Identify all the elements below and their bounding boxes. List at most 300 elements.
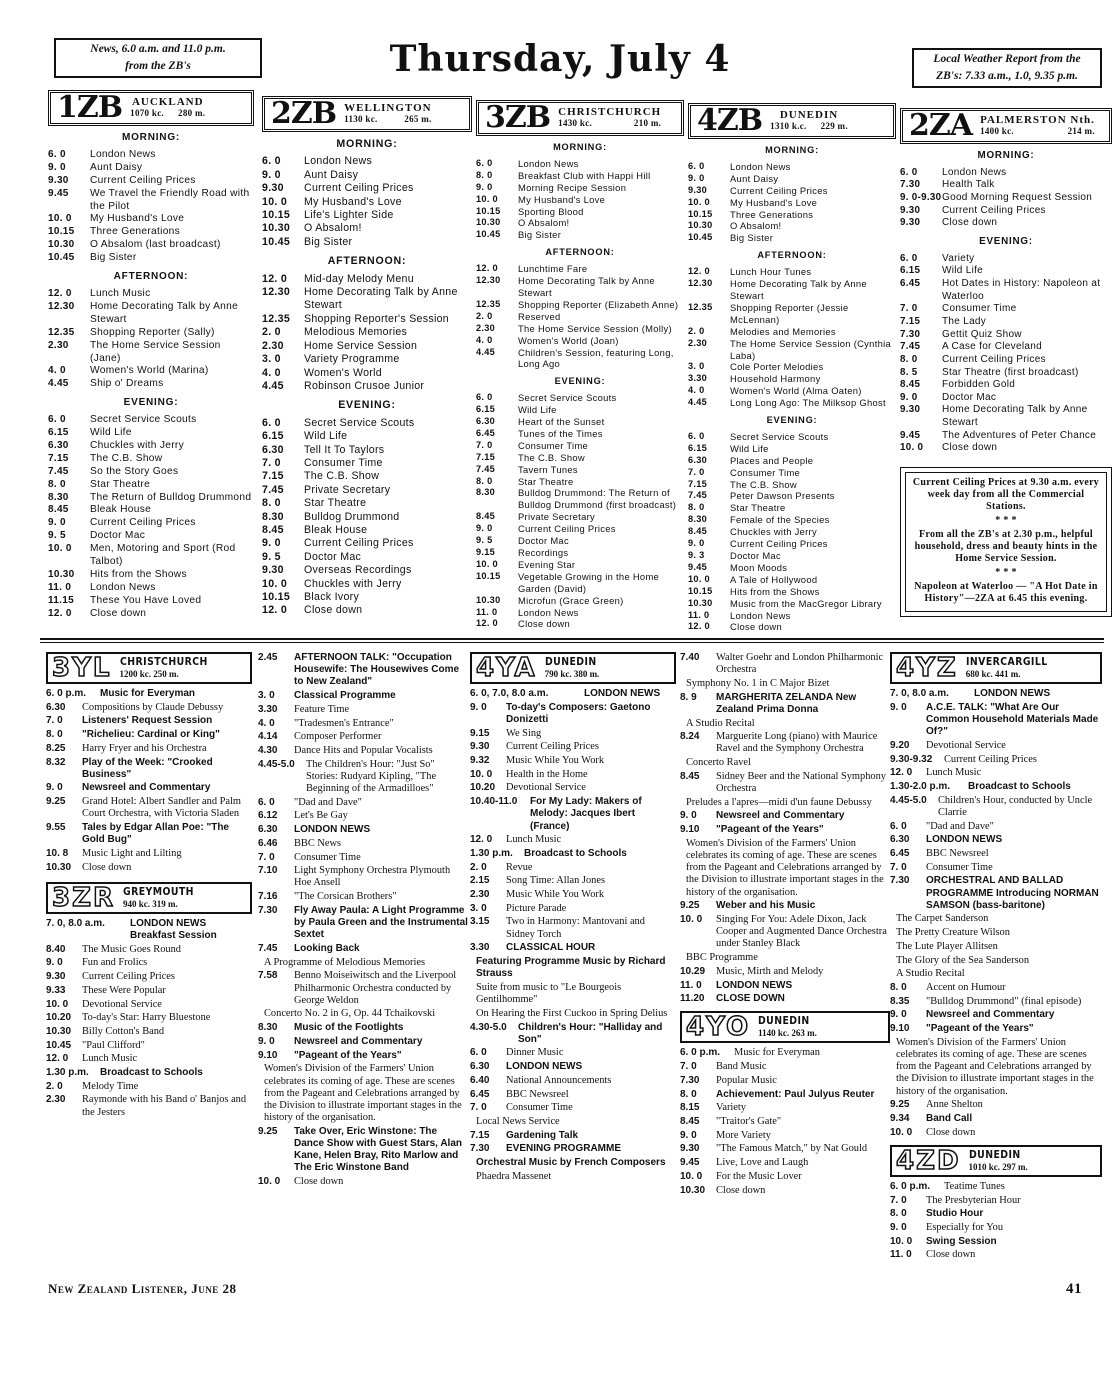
programme-time: 12. 0 <box>688 621 710 632</box>
programme-title: On Hearing the First Cuckoo in Spring Delius <box>476 1007 668 1019</box>
programme-row <box>900 278 1112 303</box>
station-callsign: 1ZB <box>57 90 123 125</box>
programme-title: The Lady <box>942 315 987 327</box>
bottom-column-3 <box>470 652 676 1185</box>
programme-time: 9.45 <box>48 187 69 199</box>
programme-time: 8. 9 <box>680 691 697 703</box>
programme-title: Light Symphony Orchestra Plymouth Hoe Ansell <box>294 865 451 889</box>
programme-row <box>470 1171 676 1183</box>
programme-time: 6. 0 <box>262 155 281 168</box>
programme-time: 7. 0 <box>680 1061 697 1073</box>
station-header <box>688 103 896 139</box>
programme-title: Close down <box>304 604 363 617</box>
programme-title: Health Talk <box>942 179 995 191</box>
programme-time: 9.10 <box>890 1023 910 1035</box>
programme-time: 2.15 <box>470 875 490 887</box>
programme-row <box>262 604 472 617</box>
programme-row <box>688 209 896 221</box>
programme-time: 7.15 <box>262 470 284 483</box>
footer-page-number: 41 <box>1066 1281 1082 1297</box>
programme-row <box>470 728 676 740</box>
station-city: GREYMOUTH <box>122 884 194 898</box>
programme-title: LONDON NEWS <box>294 824 371 836</box>
programme-time: 12.30 <box>476 275 501 286</box>
programme-title: Children's Hour, conducted by Uncle Clarrie <box>938 794 1093 818</box>
programme-time: 6.45 <box>470 1088 490 1100</box>
programme-row <box>46 715 252 727</box>
programme-row <box>470 1047 676 1059</box>
station-frequency <box>980 126 1095 137</box>
programme-time: 7. 0 <box>476 439 493 450</box>
news-note-line2: from the ZB's <box>125 60 191 72</box>
programme-time: 9. 0 <box>680 1129 697 1141</box>
programme-title: Bleak House <box>90 504 152 516</box>
programme-row <box>46 688 252 700</box>
programme-time: 6. 0 <box>476 392 493 403</box>
programme-title: Current Ceiling Prices <box>730 538 828 550</box>
programme-title: Home Service Session <box>304 339 418 352</box>
programme-time: 9. 0 <box>476 523 493 534</box>
programme-title: Shopping Reporter (Jessie McLennan) <box>730 301 849 325</box>
station-kc: 1130 kc. <box>344 114 378 124</box>
programme-row <box>258 1022 468 1034</box>
programme-title: Aunt Daisy <box>304 168 359 181</box>
programme-row <box>900 379 1112 392</box>
programme-row <box>476 535 684 547</box>
programme-title: LONDON NEWS <box>974 688 1051 699</box>
programme-time: 4.45 <box>262 379 284 392</box>
programme-title: Big Sister <box>90 252 137 264</box>
section-divider-2 <box>40 642 1104 643</box>
programme-row <box>890 1208 1102 1220</box>
programme-row <box>262 367 472 380</box>
programme-title: Robinson Crusoe Junior <box>304 379 425 392</box>
programme-row <box>46 1053 252 1065</box>
programme-row <box>890 1113 1102 1125</box>
programme-title: AFTERNOON TALK: "Occupation Housewife: The Housewives Come to New Zealand" <box>294 652 460 688</box>
programme-time: 9. 0 <box>890 701 907 713</box>
programme-row <box>46 862 252 874</box>
programme-row <box>900 430 1112 443</box>
programme-row <box>258 759 468 796</box>
programme-time: 6. 0 <box>890 820 907 832</box>
programme-time: 7.45 <box>900 341 921 353</box>
programme-title: Chuckles with Jerry <box>304 577 402 590</box>
programme-title: Shopping Reporter (Elizabeth Anne) <box>518 298 679 310</box>
programme-row <box>476 487 684 511</box>
programme-time: 4.45 <box>476 346 496 357</box>
programme-row <box>46 971 252 983</box>
programme-row <box>48 340 254 366</box>
programme-time: 10.30 <box>48 239 75 251</box>
programme-time: 3.30 <box>258 703 278 715</box>
programme-time: 10.30 <box>262 222 291 235</box>
station-kc: 1430 kc. <box>558 118 593 128</box>
programme-title: Local News Service <box>476 1116 560 1127</box>
programme-time: 9.55 <box>46 822 66 834</box>
programme-row <box>890 688 1102 700</box>
programme-row <box>258 745 468 757</box>
programme-row <box>900 329 1112 342</box>
programme-time: 8.30 <box>476 487 496 498</box>
programme-title: Hits from the Shows <box>90 569 187 580</box>
programme-row <box>48 365 254 378</box>
programme-time: 10.45 <box>688 232 713 243</box>
programme-row <box>258 852 468 864</box>
programme-time: 4.30 <box>258 744 278 756</box>
programme-title: Evening Star <box>518 558 576 570</box>
programme-time: 9. 0 <box>890 1222 907 1234</box>
programme-title: London News <box>90 581 156 593</box>
station-info <box>120 656 223 680</box>
programme-time: 6.15 <box>48 427 69 439</box>
station-header <box>476 100 684 136</box>
programme-time: 3. 0 <box>470 902 487 914</box>
programme-title: Live, Love and Laugh <box>716 1157 809 1169</box>
station-info <box>545 656 606 680</box>
programme-row <box>900 392 1112 405</box>
programme-title: Bleak House <box>304 523 368 536</box>
programme-title: Feature Time <box>294 703 350 715</box>
programme-title: London News <box>730 160 791 172</box>
programme-row <box>48 378 254 391</box>
programme-row <box>688 538 896 550</box>
programme-title: Close down <box>942 442 998 454</box>
programme-time: 10.29 <box>680 965 706 977</box>
programme-time: 7.45 <box>262 483 284 496</box>
programme-row <box>46 729 252 741</box>
programme-title: Chuckles with Jerry <box>730 526 817 538</box>
programme-row <box>262 380 472 393</box>
programme-time: 6. 0 <box>900 252 918 264</box>
morning-heading: MORNING: <box>765 145 819 155</box>
programme-title: A Tale of Hollywood <box>730 573 818 585</box>
afternoon-heading: AFTERNOON: <box>757 250 827 261</box>
programme-row <box>890 834 1102 846</box>
programme-row <box>262 537 472 550</box>
programme-row <box>476 275 684 299</box>
programme-title: Play of the Week: "Crooked Business" <box>82 756 213 780</box>
programme-title: Hot Dates in History: Napoleon at Waterloo <box>942 277 1101 302</box>
programme-title: CLASSICAL HOUR <box>506 942 596 954</box>
programme-title: Consumer Time <box>294 851 361 863</box>
programme-row <box>262 497 472 510</box>
programme-row <box>470 862 676 874</box>
programme-row <box>476 464 684 476</box>
programme-row <box>46 944 252 956</box>
programme-row <box>476 547 684 559</box>
programme-row <box>900 303 1112 316</box>
programme-row <box>680 993 890 1005</box>
programme-time: 9. 0 <box>258 1035 275 1047</box>
programme-time: 8.45 <box>476 511 496 522</box>
programme-time: 6.30 <box>258 824 278 836</box>
programme-title: Wild Life <box>90 427 132 439</box>
programme-row <box>890 927 1102 939</box>
programme-time: 10. 0 <box>688 196 710 207</box>
programme-time: 11. 0 <box>48 581 72 593</box>
programme-row <box>470 916 676 940</box>
programme-time: 7. 0 <box>890 861 907 873</box>
programme-row <box>48 608 254 621</box>
programme-time: 2. 0 <box>476 310 493 321</box>
programme-time: 8.30 <box>262 510 284 523</box>
programme-time: 9. 0 <box>688 538 705 549</box>
programme-time: 7. 0, 8.0 a.m. <box>890 688 949 699</box>
programme-title: Music from the MacGregor Library <box>730 597 882 609</box>
programme-row <box>688 562 896 574</box>
programme-row <box>688 302 896 326</box>
morning-heading: MORNING: <box>553 142 607 152</box>
bottom-column-5 <box>890 652 1102 1263</box>
programme-row <box>680 718 890 730</box>
programme-time: 9.10 <box>680 824 700 836</box>
programme-time: 2.30 <box>46 1094 66 1106</box>
programme-time: 6. 0, 7.0, 8.0 a.m. <box>470 688 549 699</box>
programme-title: Swing Session <box>926 1235 997 1247</box>
programme-time: 1.30 p.m. <box>470 847 513 859</box>
programme-row <box>890 1222 1102 1234</box>
programme-row <box>470 942 676 954</box>
info-box-line: * * * <box>995 567 1017 579</box>
programme-row <box>470 982 676 1006</box>
programme-title: Women's World (Marina) <box>90 365 209 377</box>
programme-time: 7.30 <box>900 328 921 340</box>
programme-time: 11. 0 <box>688 609 710 620</box>
programme-time: 7. 0 <box>46 715 63 727</box>
programme-time: 12.35 <box>476 298 501 309</box>
station-column-3zb <box>476 100 684 630</box>
programme-row <box>262 196 472 209</box>
programme-row <box>262 273 472 286</box>
programme-title: Black Ivory <box>304 591 360 603</box>
programme-title: Star Theatre <box>90 478 151 490</box>
programme-row <box>476 347 684 371</box>
programme-title: Big Sister <box>730 232 774 244</box>
programme-row <box>46 1067 252 1079</box>
programme-time: 10. 0 <box>890 1126 913 1138</box>
programme-time: 12.30 <box>48 300 75 312</box>
programme-row <box>262 470 472 483</box>
programme-time: 10.45 <box>48 252 75 264</box>
programme-time: 10. 0 <box>48 213 72 225</box>
programme-title: "Richelieu: Cardinal or King" <box>82 729 220 741</box>
morning-heading: MORNING: <box>977 150 1035 161</box>
station-frequency: 1140 kc. 263 m. <box>758 1028 817 1039</box>
programme-title: Phaedra Massenet <box>476 1170 552 1182</box>
programme-time: 6.45 <box>900 277 921 289</box>
station-frequency <box>770 121 848 132</box>
programme-row <box>900 265 1112 278</box>
programme-title: Close down <box>730 621 782 633</box>
programme-title: Concerto Ravel <box>686 757 751 769</box>
programme-time: 6.30 <box>476 416 496 427</box>
station-callsign: 2ZB <box>271 96 337 131</box>
programme-title: Gardening Talk <box>506 1129 579 1141</box>
programme-row <box>262 578 472 591</box>
station-city: PALMERSTON Nth. <box>980 114 1095 126</box>
programme-time: 12. 0 <box>470 834 493 846</box>
programme-title: Broadcast to Schools <box>524 847 627 859</box>
programme-title: Aunt Daisy <box>90 161 143 173</box>
programme-title: Close down <box>942 217 998 229</box>
programme-time: 9.25 <box>680 900 700 912</box>
programme-title: Close down <box>82 861 132 873</box>
programme-title: London News <box>942 166 1007 178</box>
programme-time: 9. 0 <box>262 537 281 550</box>
programme-row <box>476 311 684 323</box>
programme-row <box>890 1023 1102 1035</box>
programme-title: Fun and Frolics <box>82 957 148 969</box>
programme-title: "Dad and Dave" <box>294 796 362 808</box>
programme-time: 10. 0 <box>46 998 69 1010</box>
programme-row <box>900 179 1112 192</box>
station-header <box>900 108 1112 144</box>
programme-title: These You Have Loved <box>90 594 202 606</box>
programme-title: Mid-day Melody Menu <box>304 272 414 285</box>
station-city: DUNEDIN <box>779 109 839 121</box>
programme-title: Music for Everyman <box>100 688 196 699</box>
news-note-line1: News, 6.0 a.m. and 11.0 p.m. <box>90 43 226 55</box>
programme-row <box>476 323 684 335</box>
programme-row <box>680 838 890 899</box>
programme-time: 9. 0 <box>470 701 487 713</box>
page-title: Thursday, July 4 <box>389 38 731 80</box>
programme-row <box>262 524 472 537</box>
programme-row <box>470 1061 676 1073</box>
programme-row <box>46 743 252 755</box>
programme-row <box>890 781 1102 793</box>
programme-time: 7.30 <box>680 1074 700 1086</box>
programme-title: LONDON NEWS <box>926 834 1003 846</box>
programme-title: London News <box>730 609 791 621</box>
programme-time: 9. 0 <box>688 172 705 183</box>
programme-time: 6.15 <box>688 442 708 453</box>
programme-time: 6. 0 <box>900 166 918 178</box>
programme-time: 6. 0 <box>688 430 705 441</box>
programme-title: Consumer Time <box>730 466 801 478</box>
programme-row <box>890 1181 1102 1193</box>
programme-time: 9. 0 <box>476 181 493 192</box>
programme-row <box>890 862 1102 874</box>
programme-time: 12. 0 <box>688 266 710 277</box>
programme-time: 6.12 <box>258 810 278 822</box>
programme-title: Long Long Ago: The Milksop Ghost <box>730 397 886 409</box>
programme-title: "The Famous Match," by Nat Gould <box>716 1143 868 1155</box>
programme-title: LONDON NEWS <box>506 1061 583 1073</box>
programme-row <box>680 757 890 769</box>
programme-row <box>46 1012 252 1024</box>
programme-title: EVENING PROGRAMME <box>506 1143 622 1155</box>
programme-time: 12.30 <box>262 286 291 299</box>
programme-time: 6. 0 <box>470 1047 487 1059</box>
programme-title: Peter Dawson Presents <box>730 490 835 502</box>
programme-row <box>48 414 254 427</box>
programme-row <box>262 444 472 457</box>
programme-title: Good Morning Request Session <box>942 191 1093 203</box>
programme-row <box>476 440 684 452</box>
programme-row <box>476 571 684 595</box>
programme-row <box>48 162 254 175</box>
programme-time: 6.30 <box>48 439 69 451</box>
programme-row <box>476 392 684 404</box>
programme-time: 11.15 <box>48 594 74 606</box>
programme-row <box>680 914 890 951</box>
programme-time: 10.30 <box>688 220 713 231</box>
programme-title: Sidney Beer and the National Symphony Orchestra <box>716 770 886 795</box>
programme-row <box>48 252 254 265</box>
programme-row <box>46 848 252 860</box>
programme-time: 9.30 <box>262 182 284 195</box>
programme-title: National Announcements <box>506 1074 612 1086</box>
station-header-3yl <box>46 652 252 684</box>
programme-title: "Pageant of the Years" <box>926 1023 1034 1035</box>
programme-title: Big Sister <box>304 235 353 248</box>
programme-title: Vegetable Growing in the Home Garden (David) <box>518 570 660 594</box>
programme-row <box>476 170 684 182</box>
news-note <box>54 38 262 78</box>
programme-title: Lunch Music <box>82 1053 138 1065</box>
programme-title: Private Secretary <box>304 483 391 496</box>
programme-time: 7. 0 <box>900 303 918 315</box>
programme-time: 6. 0 <box>48 414 66 426</box>
programme-row <box>476 206 684 218</box>
programme-row <box>470 834 676 846</box>
programme-time: 6.45 <box>890 847 910 859</box>
programme-time: 9.34 <box>890 1113 910 1124</box>
programme-row <box>258 690 468 702</box>
programme-row <box>476 404 684 416</box>
programme-row <box>48 492 254 505</box>
programme-row <box>470 741 676 753</box>
programme-row <box>470 875 676 887</box>
bottom-column-1 <box>46 652 252 1120</box>
programme-title: Newsreel and Commentary <box>716 810 845 822</box>
programme-row <box>46 1094 252 1118</box>
programme-time: 9.32 <box>470 755 490 767</box>
programme-row <box>48 479 254 492</box>
programme-row <box>688 526 896 538</box>
programme-time: 11. 0 <box>476 606 498 617</box>
programme-title: Music While You Work <box>506 755 605 767</box>
programme-title: Women's Division of the Farmers' Union celebrates its coming of age. These are scenes from the Pageant and Celebrations arranged by the Division to illustrate important stages in the history of the organisation. <box>896 1036 1094 1097</box>
programme-time: 9. 3 <box>688 550 705 560</box>
programme-title: Grand Hotel: Albert Sandler and Palm Court Orchestra, with Victoria Sladen <box>82 796 241 820</box>
programme-row <box>470 956 676 980</box>
programme-title: The Glory of the Sea Sanderson <box>896 954 1030 966</box>
programme-title: Tales by Edgar Allan Poe: "The Gold Bug" <box>82 822 229 846</box>
programme-time: 9. 5 <box>476 535 493 546</box>
programme-row <box>258 731 468 743</box>
station-metres: 280 m. <box>178 108 206 118</box>
station-header-4yz <box>890 652 1102 684</box>
programme-title: Doctor Mac <box>90 530 146 542</box>
programme-time: 9.30 <box>470 741 490 753</box>
programme-time: 12.30 <box>688 278 713 289</box>
programme-time: 10.30 <box>46 1025 72 1037</box>
station-kc: 1070 kc. <box>130 108 165 118</box>
programme-title: Consumer Time <box>506 1102 573 1114</box>
programme-row <box>900 167 1112 180</box>
programme-title: A Programme of Melodious Memories <box>264 956 426 968</box>
programme-row <box>680 771 890 795</box>
programme-row <box>48 175 254 188</box>
station-metres: 214 m. <box>1067 126 1095 136</box>
programme-time: 10. 0 <box>48 543 72 555</box>
info-box <box>900 467 1112 617</box>
programme-time: 11.20 <box>680 993 705 1005</box>
programme-time: 7.16 <box>258 891 278 903</box>
